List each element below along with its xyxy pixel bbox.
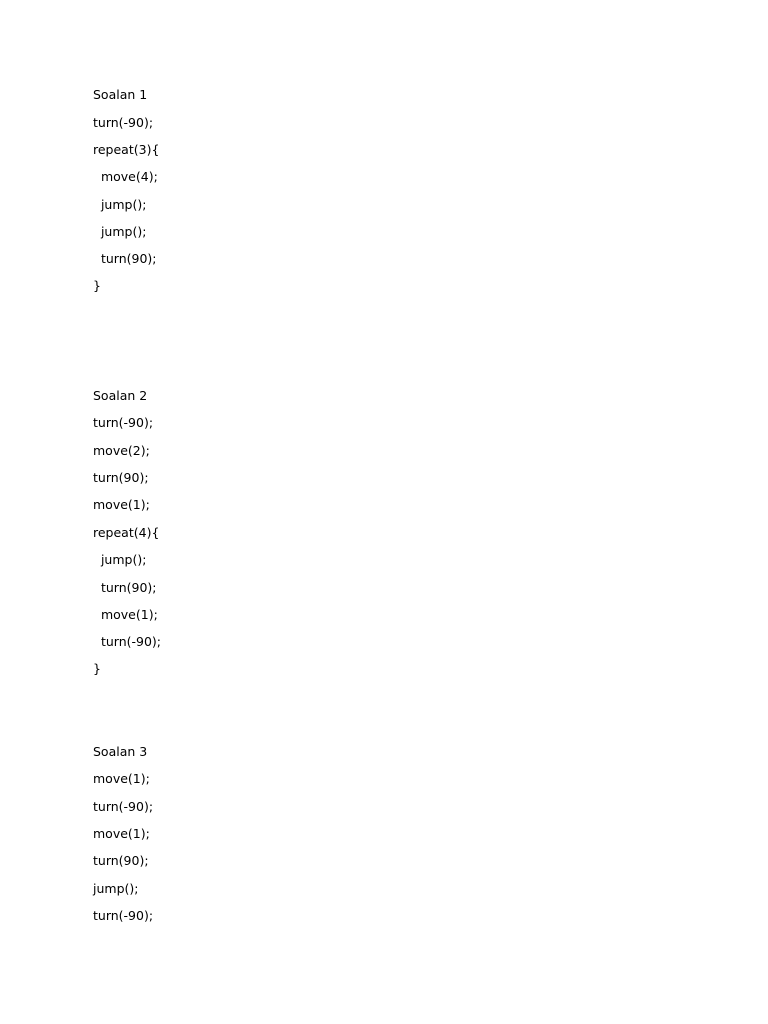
code-line: jump();: [93, 224, 147, 239]
code-line: }: [93, 661, 101, 676]
code-line: turn(-90);: [93, 634, 161, 649]
code-line: move(4);: [93, 169, 158, 184]
code-line: turn(90);: [93, 580, 157, 595]
code-line: turn(90);: [93, 251, 157, 266]
code-line: turn(-90);: [93, 908, 154, 923]
code-line: move(1);: [93, 826, 150, 841]
code-line: }: [93, 278, 101, 293]
code-line: turn(-90);: [93, 415, 154, 430]
code-line: turn(90);: [93, 470, 149, 485]
question-title: Soalan 2: [93, 388, 148, 403]
code-line: repeat(3){: [93, 142, 160, 157]
code-line: turn(90);: [93, 853, 149, 868]
code-line: move(2);: [93, 443, 150, 458]
code-line: jump();: [93, 552, 147, 567]
question-title: Soalan 3: [93, 744, 148, 759]
code-line: move(1);: [93, 497, 150, 512]
code-line: turn(-90);: [93, 115, 154, 130]
code-line: jump();: [93, 881, 139, 896]
code-line: move(1);: [93, 607, 158, 622]
code-line: repeat(4){: [93, 525, 160, 540]
question-title: Soalan 1: [93, 87, 148, 102]
code-line: turn(-90);: [93, 799, 154, 814]
code-line: move(1);: [93, 771, 150, 786]
code-line: jump();: [93, 197, 147, 212]
